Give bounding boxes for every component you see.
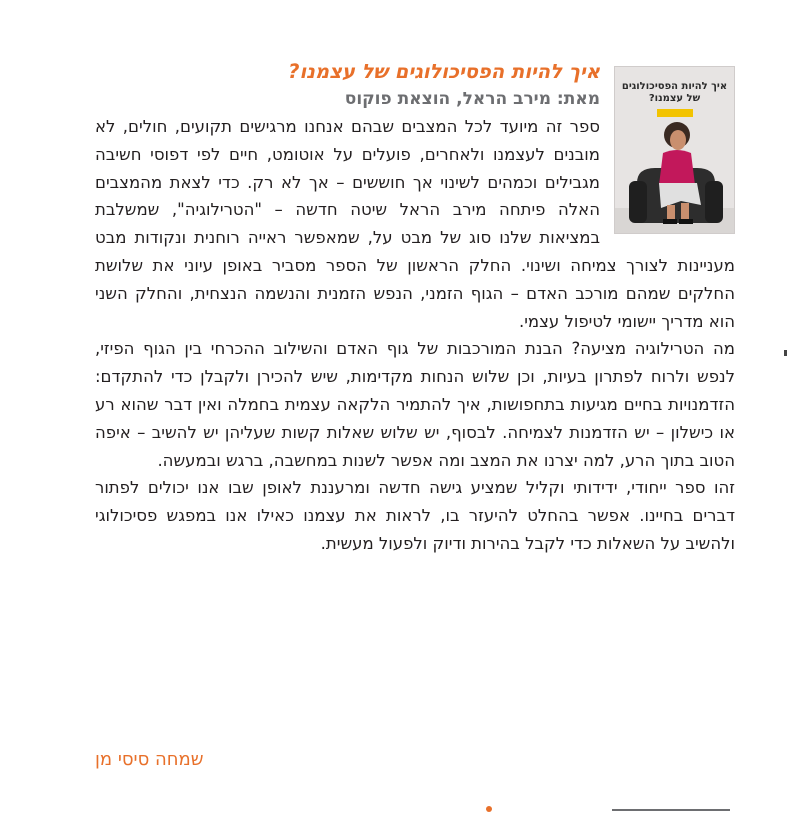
next-item-bullet-icon <box>486 806 492 812</box>
book-cover-title: איך להיות הפסיכולוגים של עצמנו? <box>621 81 728 104</box>
book-cover-figure-icon <box>615 113 735 233</box>
book-cover-image <box>614 66 735 234</box>
article <box>95 58 735 558</box>
article-byline: מאת: מירב הראל, הוצאת פוקוס <box>344 89 600 109</box>
article-title: איך להיות הפסיכולוגים של עצמנו? <box>288 60 600 83</box>
article-paragraph-2: מה הטרילוגיה מציעה? הבנת המורכבות של גוף האדם והשילוב ההכרחי בין הגוף הפיזי, לנפש ולרוח לפתרון בעיות, וכן שלוש הנחות מקדימות, שיש להכירן ולקבלן כדי להתקדם: הזדמנויות בחיים מגיעות בתחפושות, איך להתמיר הלקאה עצמית בחמלה ואין דבר שהוא רע או כישלון – יש הזדמנות לצמיחה. לבסוף, יש שלוש שאלות קשות שעליהן יש להשיב – איפה הטוב בתוך הרע, למה יצרנו את המצב ומה אפשר לשנות במחשבה, ברגש ובמעשה. <box>95 339 735 470</box>
review-signature: שמחה סיסי מן <box>95 749 204 770</box>
article-paragraph-3: זהו ספר ייחודי, ידידותי וקליל שמציע גישה חדשה ומרעננת לאופן שבו אנו יכולים לפתור דברים בחיינו. אפשר בהחלט להיעזר בו, לראות את עצמנו כאילו אנו במפגש פסיכולוגי ולהשיב על השאלות כדי לקבל בהירות ודיוק ולפעול מעשית. <box>95 478 735 553</box>
next-item-rule <box>612 809 730 811</box>
article-paragraph-1: ספר זה מיועד לכל המצבים שבהם אנחנו מרגישים תקועים, חולים, לא מובנים לעצמנו ולאחרים, פועלים על אוטומט, חיים לפי דפוסי חשיבה מגבילים וכמהים לשינוי אך חוששים – אך לא רק. כדי לצאת מהמצבים האלה פיתחה מירב הראל שיטה חדשה – "הטרילוגיה", שמשלבת במציאות שלנו סוג של מבט על, שמאפשר ראייה רוחנית ונקודות מבט מעניינות לצורך צמיחה ושינוי. החלק הראשון של הספר מסביר באופן עיוני את שלושת החלקים שמהם מורכב האדם – הגוף הזמני, הנפש הזמנית והנשמה הנצחית, והחלק השני הוא מדריך יישומי לטיפול עצמי. <box>95 117 735 331</box>
margin-mark <box>784 350 787 356</box>
